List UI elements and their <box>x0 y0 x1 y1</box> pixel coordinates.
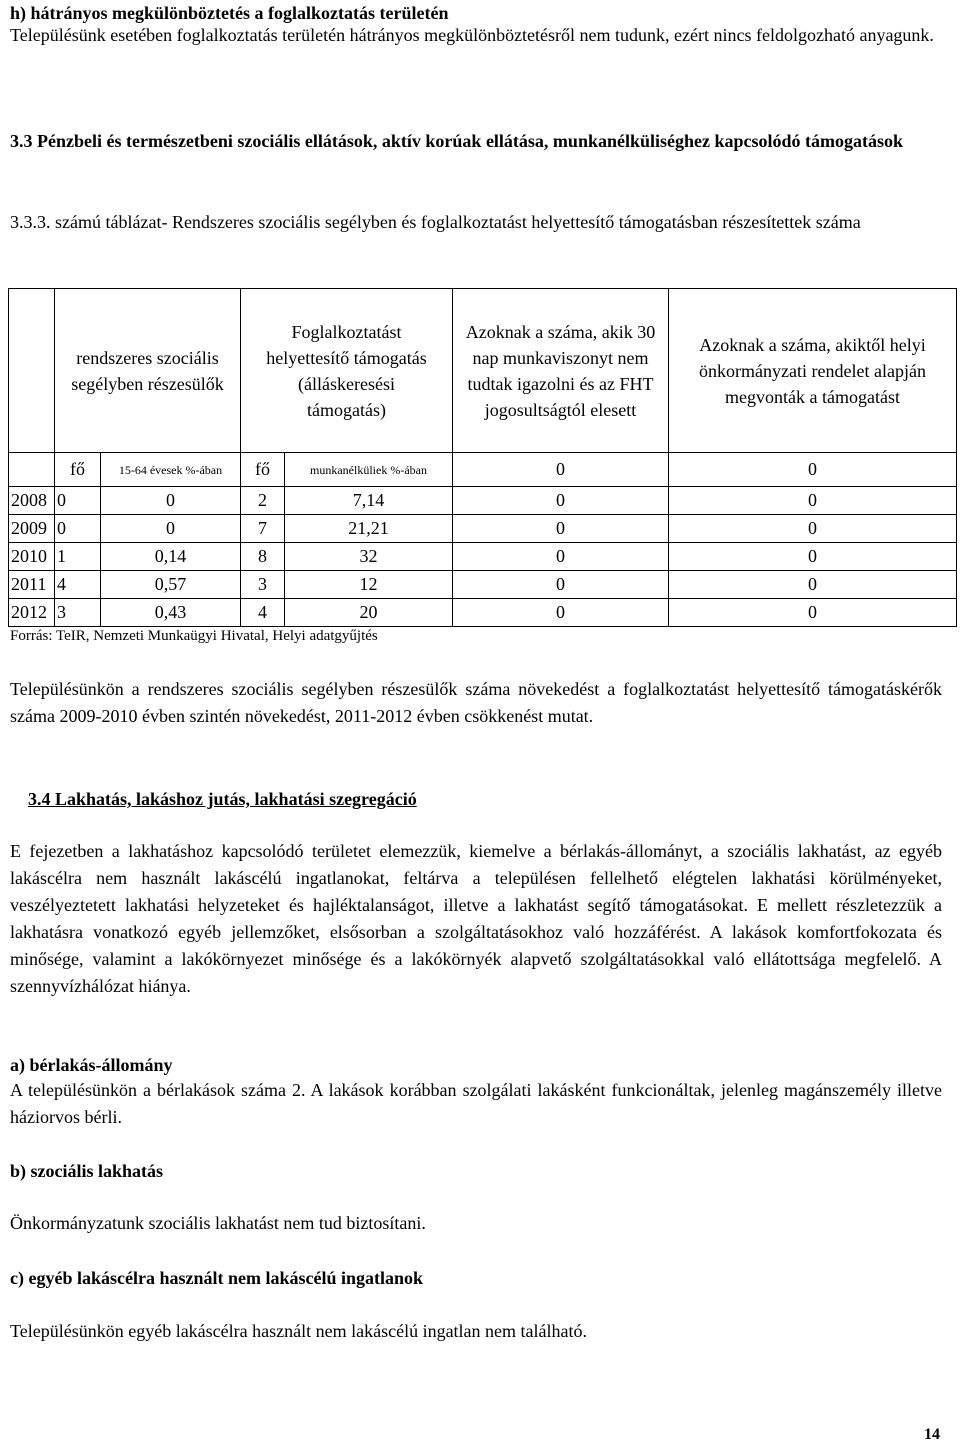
section-3-3-title <box>10 128 942 155</box>
section-3-4-intro: E fejezetben a lakhatáshoz kapcsolódó területet elemezzük, kiemelve a bérlakás-állományt, a szociális lakhatást, az egyéb lakáscélra nem használt lakáscélú ingatlanokat, feltárva a településen fellelhető elégtelen lakhatási körülményeket, veszélyeztetett lakhatási helyzeteket és hajléktalanságot, illetve a lakhatást segítő támogatásokat. E mellett részletezzük a lakhatásra vonatkozó egyéb jellemzőket, elsősorban a szolgáltatásokhoz való hozzáférést. A lakások komfortfokozata és minősége, valamint a lakókörnyezet minősége és a lakókörnyék alapvető szolgáltatásokkal való ellátottsága megfelelő. A szennyvízhálózat hiánya. <box>10 841 942 996</box>
cell-year: 2009 <box>9 515 55 543</box>
cell-fht-pct: 7,14 <box>285 487 453 515</box>
table-caption: 3.3.3. számú táblázat- Rendszeres szociális segélyben és foglalkoztatást helyettesítő támogatásban részesítettek száma <box>10 212 861 232</box>
cell-fht-pct: 20 <box>285 599 453 627</box>
header-megvont: Azoknak a száma, akiktől helyi önkormányzati rendelet alapján megvonták a támogatást <box>669 289 957 453</box>
subsection-c-title: c) egyéb lakáscélra használt nem lakáscélú ingatlanok <box>10 1268 423 1288</box>
subheader-fo-1: fő <box>55 453 101 487</box>
table-subheader-row <box>9 453 957 487</box>
cell-rsz-fo: 3 <box>55 599 101 627</box>
data-table <box>8 288 957 627</box>
header-30nap: Azoknak a száma, akik 30 nap munkaviszonyt nem tudtak igazolni és az FHT jogosultságtól elesett <box>453 289 669 453</box>
subsection-a-body: A településünkön a bérlakások száma 2. A lakások korábban szolgálati lakásként funkcionáltak, jelenleg magánszemély illetve háziorvos bérli. <box>10 1080 942 1127</box>
cell-rsz-pct: 0,43 <box>101 599 241 627</box>
section-3-3-text: Pénzbeli és természetbeni szociális ellátások, aktív korúak ellátása, munkanélküliséghez kapcsolódó támogatások <box>37 131 903 151</box>
cell-year: 2012 <box>9 599 55 627</box>
cell-c4: 0 <box>669 571 957 599</box>
cell-c4: 0 <box>669 599 957 627</box>
subheader-pct-1: 15-64 évesek %-ában <box>101 453 241 487</box>
cell-fht-pct: 12 <box>285 571 453 599</box>
subheader-val-4: 0 <box>669 453 957 487</box>
cell-c3: 0 <box>453 543 669 571</box>
subsection-b-title: b) szociális lakhatás <box>10 1161 164 1181</box>
cell-c3: 0 <box>453 571 669 599</box>
table-header-row <box>9 289 957 453</box>
cell-c3: 0 <box>453 515 669 543</box>
section-3-4-title: 3.4 Lakhatás, lakáshoz jutás, lakhatási szegregáció <box>28 789 417 809</box>
cell-rsz-pct: 0 <box>101 515 241 543</box>
subheader-fo-2: fő <box>241 453 285 487</box>
table-row <box>9 487 957 515</box>
cell-fht-pct: 32 <box>285 543 453 571</box>
cell-fht-pct: 21,21 <box>285 515 453 543</box>
cell-fht-fo: 8 <box>241 543 285 571</box>
table-row <box>9 543 957 571</box>
page-number: 14 <box>924 1426 940 1443</box>
table-row <box>9 515 957 543</box>
table-source: Forrás: TeIR, Nemzeti Munkaügyi Hivatal, Helyi adatgyűjtés <box>10 628 378 644</box>
cell-rsz-pct: 0 <box>101 487 241 515</box>
cell-year: 2010 <box>9 543 55 571</box>
cell-fht-fo: 7 <box>241 515 285 543</box>
header-rendszeres: rendszeres szociális segélyben részesülők <box>55 289 241 453</box>
cell-rsz-fo: 1 <box>55 543 101 571</box>
subheader-pct-2: munkanélküliek %-ában <box>285 453 453 487</box>
cell-fht-fo: 3 <box>241 571 285 599</box>
cell-c4: 0 <box>669 543 957 571</box>
section-3-3-number: 3.3 <box>10 131 33 151</box>
subheader-val-3: 0 <box>453 453 669 487</box>
cell-rsz-pct: 0,14 <box>101 543 241 571</box>
subsection-a-title: a) bérlakás-állomány <box>10 1055 173 1075</box>
table-row <box>9 571 957 599</box>
cell-year: 2011 <box>9 571 55 599</box>
section-h-body: Településünk esetében foglalkoztatás területén hátrányos megkülönböztetésről nem tudunk, ezért nincs feldolgozható anyagunk. <box>10 25 934 45</box>
cell-c3: 0 <box>453 599 669 627</box>
cell-c4: 0 <box>669 487 957 515</box>
section-h-title: h) hátrányos megkülönböztetés a foglalkoztatás területén <box>10 3 449 23</box>
cell-rsz-fo: 0 <box>55 487 101 515</box>
cell-c4: 0 <box>669 515 957 543</box>
cell-fht-fo: 2 <box>241 487 285 515</box>
cell-c3: 0 <box>453 487 669 515</box>
para-after-table: Településünkön a rendszeres szociális segélyben részesülők száma növekedést a foglalkoztatást helyettesítő támogatáskérők száma 2009-2010 évben szintén növekedést, 2011-2012 évben csökkenést mutat. <box>10 679 942 726</box>
table-row <box>9 599 957 627</box>
cell-rsz-fo: 0 <box>55 515 101 543</box>
cell-rsz-pct: 0,57 <box>101 571 241 599</box>
cell-fht-fo: 4 <box>241 599 285 627</box>
cell-rsz-fo: 4 <box>55 571 101 599</box>
subsection-b-body: Önkormányzatunk szociális lakhatást nem tud biztosítani. <box>10 1213 426 1233</box>
subsection-c-body: Településünkön egyéb lakáscélra használt nem lakáscélú ingatlan nem található. <box>10 1321 588 1341</box>
header-fht: Foglalkoztatást helyettesítő támogatás (álláskeresési támogatás) <box>241 289 453 453</box>
cell-year: 2008 <box>9 487 55 515</box>
